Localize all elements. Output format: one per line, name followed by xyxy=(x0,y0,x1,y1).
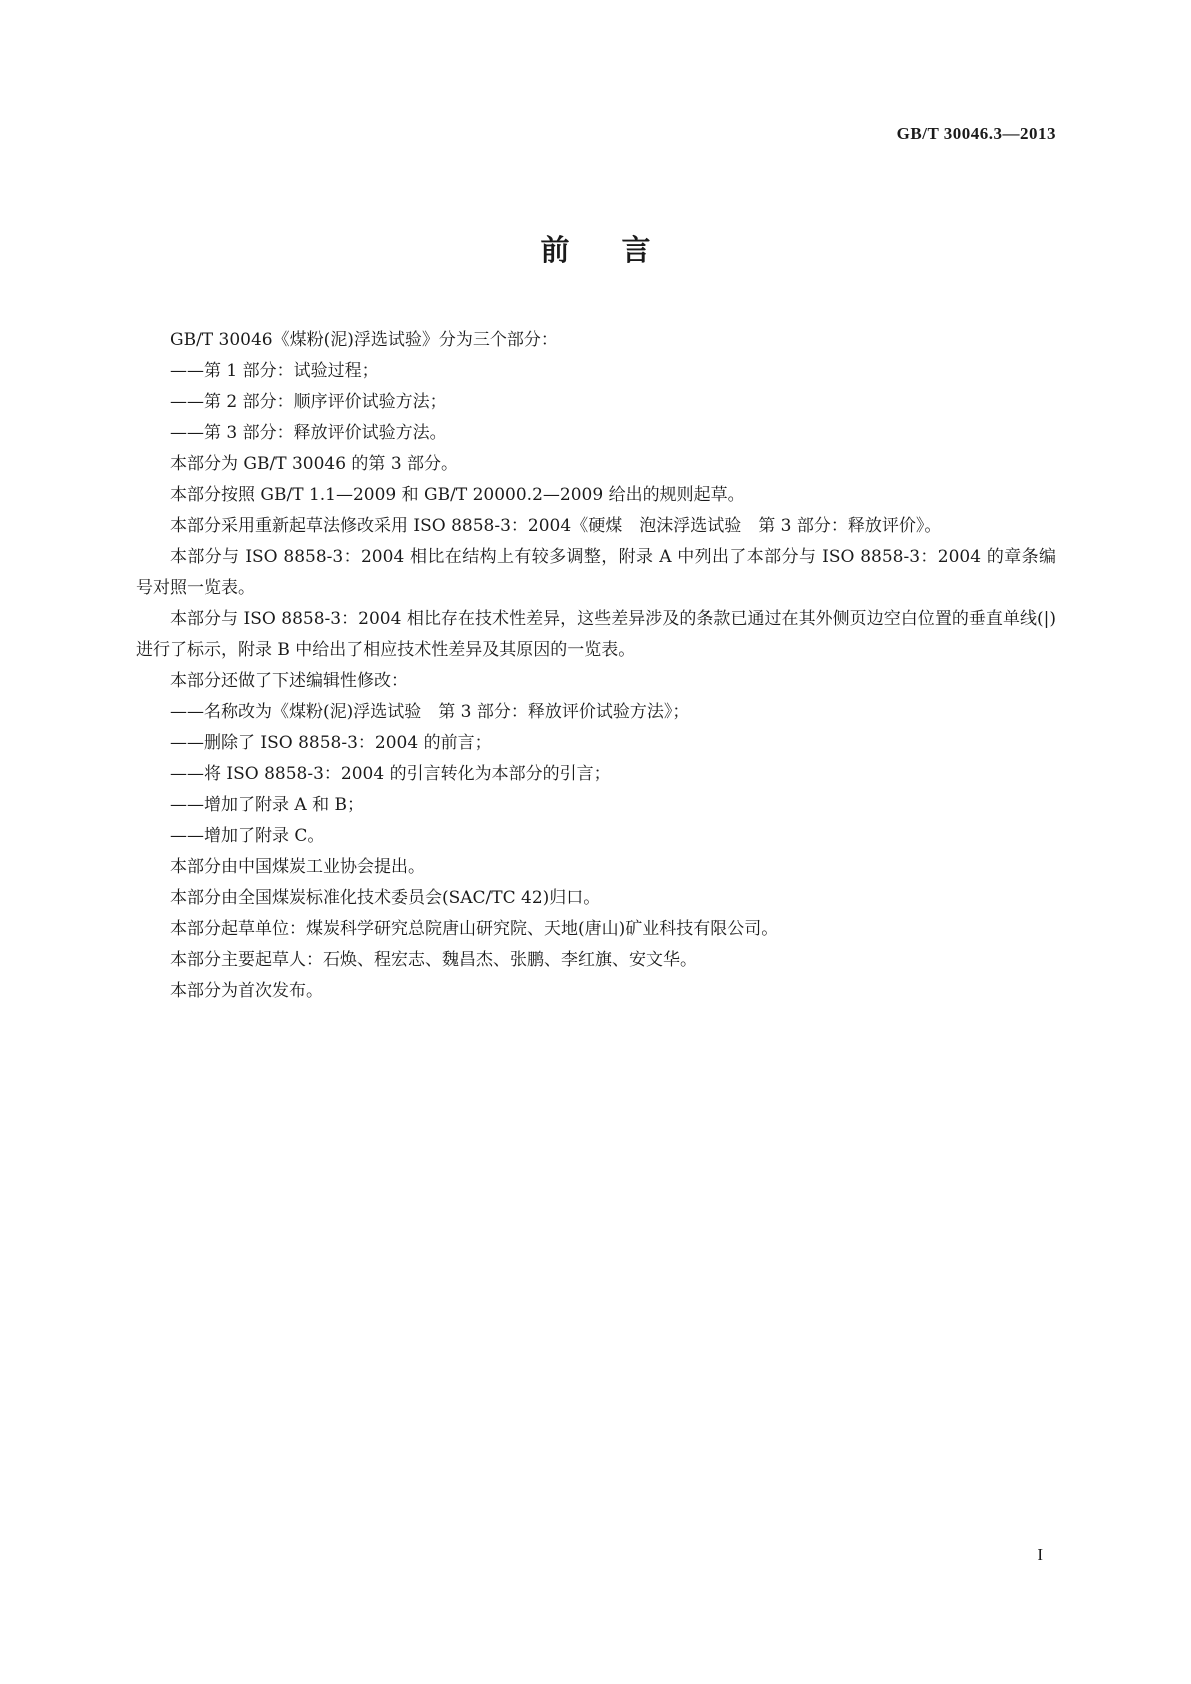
paragraph-structure-changes: 本部分与 ISO 8858-3：2004 相比在结构上有较多调整，附录 A 中列出了本部分与 ISO 8858-3：2004 的章条编号对照一览表。 xyxy=(136,547,1056,598)
paragraph-editorial-changes: 本部分还做了下述编辑性修改： xyxy=(170,671,408,691)
page-title: 前言 xyxy=(540,233,703,267)
list-item-part-3: ——第 3 部分：释放评价试验方法。 xyxy=(170,423,447,443)
paragraph-parts-overview: GB/T 30046《煤粉(泥)浮选试验》分为三个部分： xyxy=(170,330,558,350)
list-item-rename: ——名称改为《煤粉(泥)浮选试验 第 3 部分：释放评价试验方法》； xyxy=(170,702,690,722)
list-item-annex-a-b: ——增加了附录 A 和 B； xyxy=(170,795,364,815)
list-item-part-2: ——第 2 部分：顺序评价试验方法； xyxy=(170,392,447,412)
document-body xyxy=(136,325,1056,1007)
paragraph-drafters: 本部分主要起草人：石焕、程宏志、魏昌杰、张鹏、李红旗、安文华。 xyxy=(170,950,697,970)
paragraph-technical-differences: 本部分与 ISO 8858-3：2004 相比存在技术性差异，这些差异涉及的条款已通过在其外侧页边空白位置的垂直单线(|)进行了标示，附录 B 中给出了相应技术性差异及其原因的一览表。 xyxy=(136,609,1056,660)
list-item-introduction: ——将 ISO 8858-3：2004 的引言转化为本部分的引言； xyxy=(170,764,611,784)
paragraph-managed-by: 本部分由全国煤炭标准化技术委员会(SAC/TC 42)归口。 xyxy=(170,888,601,908)
page-number: I xyxy=(1037,1545,1043,1564)
paragraph-first-release: 本部分为首次发布。 xyxy=(170,981,323,1001)
paragraph-proposed-by: 本部分由中国煤炭工业协会提出。 xyxy=(170,857,425,877)
paragraph-part-number: 本部分为 GB/T 30046 的第 3 部分。 xyxy=(170,454,459,474)
list-item-part-1: ——第 1 部分：试验过程； xyxy=(170,361,379,381)
list-item-annex-c: ——增加了附录 C。 xyxy=(170,826,325,846)
paragraph-drafting-rules: 本部分按照 GB/T 1.1—2009 和 GB/T 20000.2—2009 给出的规则起草。 xyxy=(170,485,745,505)
standard-code: GB/T 30046.3—2013 xyxy=(896,124,1056,143)
list-item-delete-foreword: ——删除了 ISO 8858-3：2004 的前言； xyxy=(170,733,492,753)
paragraph-drafting-units: 本部分起草单位：煤炭科学研究总院唐山研究院、天地(唐山)矿业科技有限公司。 xyxy=(170,919,779,939)
paragraph-adoption-method: 本部分采用重新起草法修改采用 ISO 8858-3：2004《硬煤 泡沫浮选试验 第 3 部分：释放评价》。 xyxy=(170,516,942,536)
